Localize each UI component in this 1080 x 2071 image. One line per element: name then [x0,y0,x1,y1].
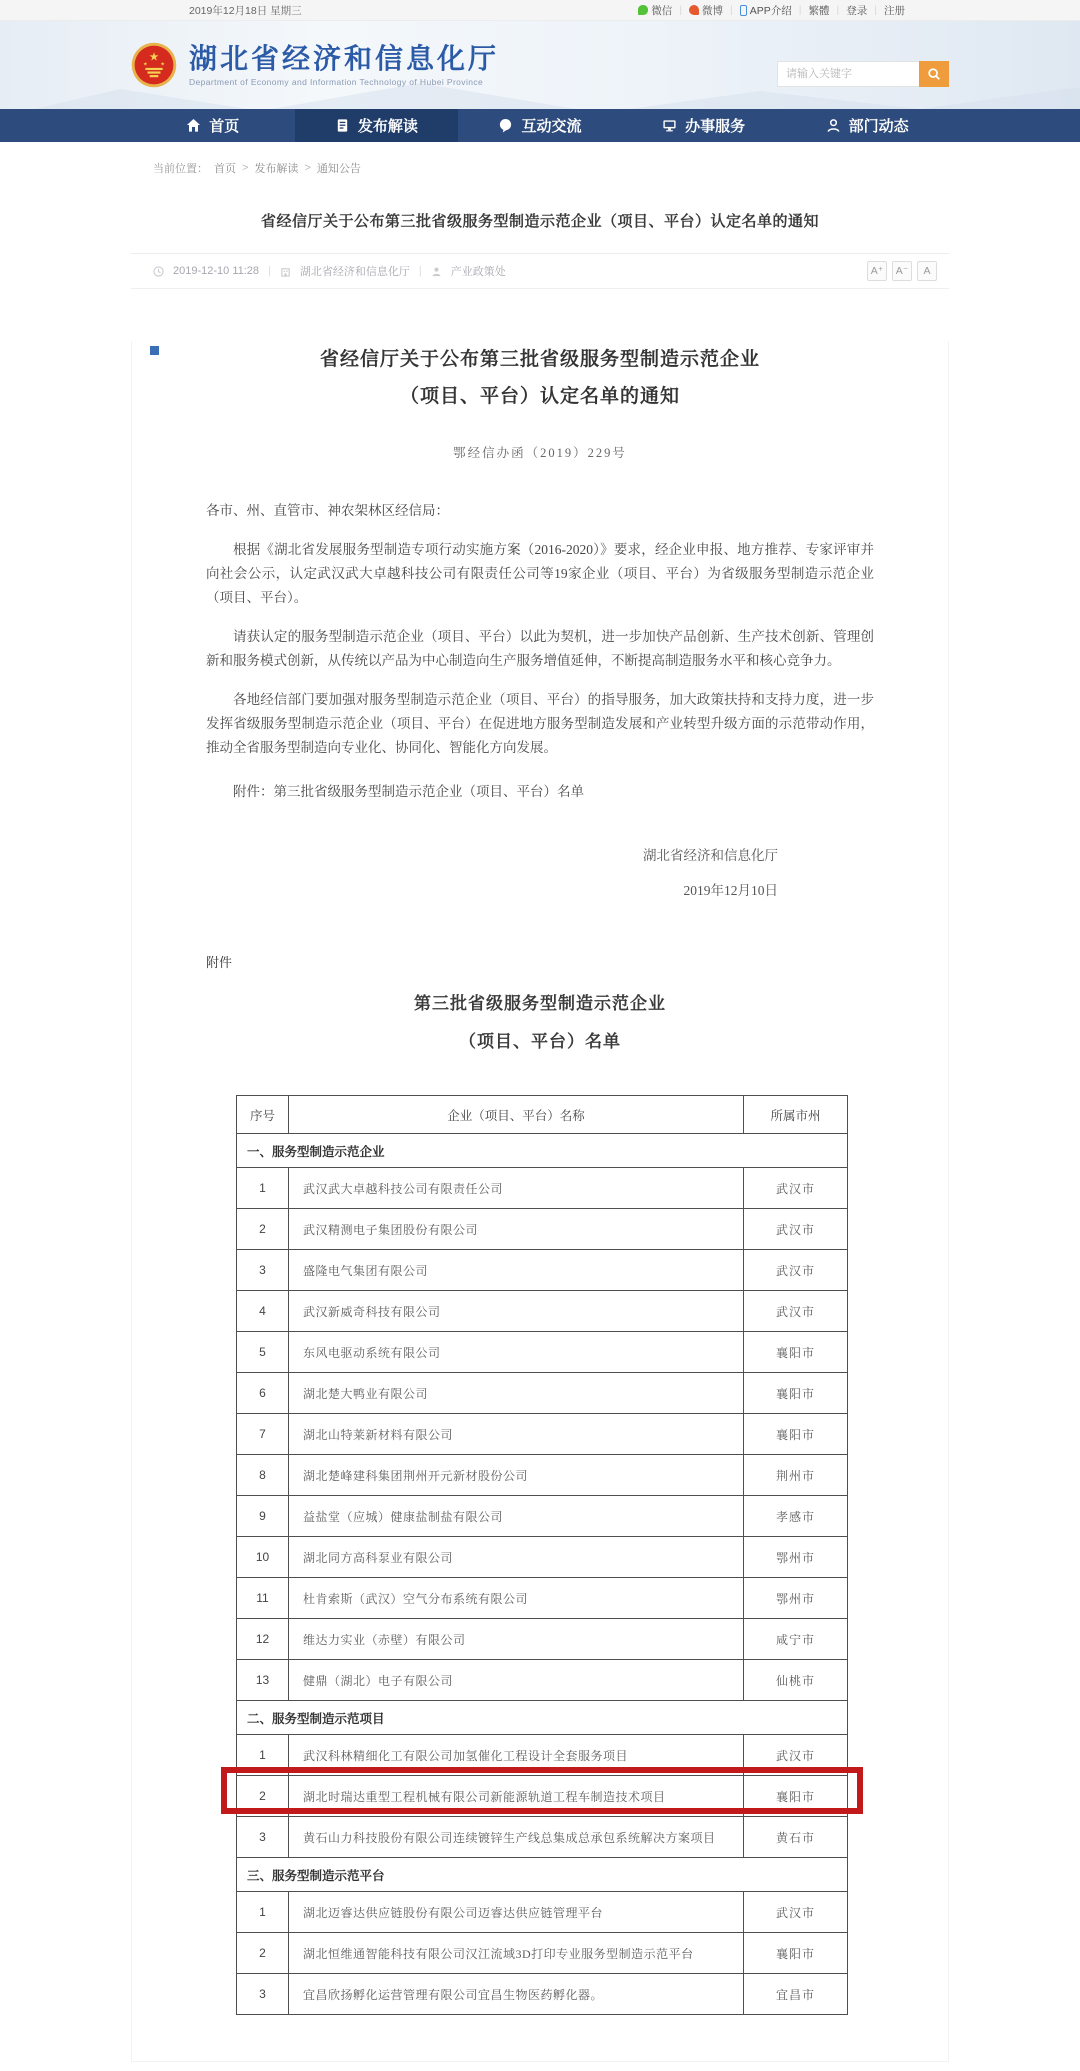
table-section-header: 一、服务型制造示范企业 [237,1134,848,1168]
paragraph: 请获认定的服务型制造示范企业（项目、平台）以此为契机，进一步加快产品创新、生产技术创新、管理创新和服务模式创新，从传统以产品为中心制造向生产服务增值延伸，不断提高制造服务水平和核心竞争力。 [206,629,874,668]
table-row [237,1250,848,1291]
document-title-line2: （项目、平台）认定名单的通知 [399,386,680,407]
cell-city: 武汉市 [744,1291,848,1332]
cell-index: 3 [237,1817,289,1858]
cell-company-name: 湖北迈睿达供应链股份有限公司迈睿达供应链管理平台 [289,1892,744,1933]
cell-city: 鄂州市 [744,1578,848,1619]
nav-item-interaction[interactable]: 互动交流 [458,109,622,142]
cell-company-name: 武汉新威奇科技有限公司 [289,1291,744,1332]
separator: | [874,4,877,16]
cell-city: 武汉市 [744,1735,848,1776]
breadcrumb-notices[interactable]: 通知公告 [316,163,361,175]
table-row [237,1496,848,1537]
wechat-icon [638,5,648,15]
main-nav [0,109,1080,142]
column-header-city: 所属市州 [744,1096,848,1134]
cell-company-name: 盛隆电气集团有限公司 [289,1250,744,1291]
cell-city: 仙桃市 [744,1660,848,1701]
national-emblem-logo [131,42,177,88]
cell-index: 2 [237,1776,289,1817]
register-link[interactable]: 注册 [884,4,905,17]
mobile-app-icon [740,5,747,16]
cell-company-name: 湖北时瑞达重型工程机械有限公司新能源轨道工程车制造技术项目 [289,1776,744,1817]
cell-city: 鄂州市 [744,1537,848,1578]
table-row [237,1974,848,2015]
weibo-icon [689,5,699,15]
breadcrumb [131,142,949,176]
attachment-title-line1: 第三批省级服务型制造示范企业 [414,994,666,1013]
nav-item-department-news[interactable]: 部门动态 [785,109,949,142]
current-date: 2019年12月18日 星期三 [189,4,302,17]
table-row [237,1619,848,1660]
table-row [237,1933,848,1974]
article-content-card [131,341,949,2062]
cell-index: 1 [237,1168,289,1209]
cell-index: 1 [237,1892,289,1933]
table-row [237,1373,848,1414]
cell-city: 武汉市 [744,1250,848,1291]
weibo-link[interactable]: 微博 [689,3,723,18]
clock-icon [153,266,164,277]
roster-table [236,1095,848,2015]
home-icon [186,118,201,133]
cell-company-name: 湖北楚峰建科集团荆州开元新材股份公司 [289,1455,744,1496]
top-utility-bar [0,0,1080,21]
attachment-label: 附件 [206,955,233,970]
page-title: 省经信厅关于公布第三批省级服务型制造示范企业（项目、平台）认定名单的通知 [260,213,819,230]
search-box [777,61,949,87]
cell-city: 武汉市 [744,1892,848,1933]
cell-city: 荆州市 [744,1455,848,1496]
cell-index: 12 [237,1619,289,1660]
search-icon [927,67,941,81]
table-row [237,1735,848,1776]
cell-city: 襄阳市 [744,1776,848,1817]
cell-company-name: 湖北恒维通智能科技有限公司汉江流域3D打印专业服务型制造示范平台 [289,1933,744,1974]
publish-datetime: 2019-12-10 11:28 [173,265,260,277]
paragraph: 各地经信部门要加强对服务型制造示范企业（项目、平台）的指导服务，加大政策扶持和支持力度，进一步发挥省级服务型制造示范企业（项目、平台）在促进地方服务型制造发展和产业转型升级方面的示范带动作用，推动全省服务型制造向专业化、协同化、智能化方向发展。 [206,692,874,755]
person-badge-icon [826,118,841,133]
cell-index: 7 [237,1414,289,1455]
search-input[interactable] [777,61,919,87]
table-row [237,1660,848,1701]
breadcrumb-publish[interactable]: 发布解读 [254,163,299,175]
breadcrumb-separator: > [242,162,249,174]
cell-index: 11 [237,1578,289,1619]
cell-city: 襄阳市 [744,1933,848,1974]
table-row [237,1817,848,1858]
table-row [237,1414,848,1455]
cell-index: 9 [237,1496,289,1537]
table-section-header: 三、服务型制造示范平台 [237,1858,848,1892]
cell-company-name: 益盐堂（应城）健康盐制盐有限公司 [289,1496,744,1537]
nav-item-publish-interpret[interactable]: 发布解读 [295,109,459,142]
cell-company-name: 黄石山力科技股份有限公司连续镀锌生产线总集成总承包系统解决方案项目 [289,1817,744,1858]
svg-text:★: ★ [143,61,148,68]
svg-text:★: ★ [160,61,165,68]
cell-city: 襄阳市 [744,1332,848,1373]
cell-index: 13 [237,1660,289,1701]
traditional-chinese-link[interactable]: 繁體 [808,4,830,17]
cell-company-name: 健鼎（湖北）电子有限公司 [289,1660,744,1701]
signature-block [206,838,874,908]
nav-item-services[interactable]: 办事服务 [622,109,786,142]
cell-company-name: 武汉武大卓越科技公司有限责任公司 [289,1168,744,1209]
cell-index: 6 [237,1373,289,1414]
table-section-header: 二、服务型制造示范项目 [237,1701,848,1735]
document-icon [335,118,350,133]
search-button[interactable] [919,61,949,87]
separator: | [679,4,683,16]
site-subtitle-en: Department of Economy and Information Technology of Hubei Province [189,76,484,87]
cell-index: 3 [237,1250,289,1291]
cell-index: 5 [237,1332,289,1373]
font-size-controls [867,261,937,281]
cell-city: 黄石市 [744,1817,848,1858]
attachment-note: 附件：第三批省级服务型制造示范企业（项目、平台）名单 [233,784,584,799]
table-row [237,1578,848,1619]
table-row [237,1537,848,1578]
author-person-icon [431,266,442,277]
cell-company-name: 湖北同方高科泵业有限公司 [289,1537,744,1578]
attachment-title-line2: （项目、平台）名单 [459,1032,621,1051]
signature-date: 2019年12月10日 [683,883,778,898]
paragraph: 根据《湖北省发展服务型制造专项行动实施方案（2016-2020）》要求，经企业申报、地方推荐、专家评审并向社会公示，认定武汉武大卓越科技公司有限责任公司等19家企业（项目、平台）为省级服务型制造示范企业（项目、平台）。 [206,542,874,605]
breadcrumb-home[interactable]: 首页 [214,163,236,175]
font-smaller-button[interactable]: A⁻ [892,261,912,281]
cell-city: 宜昌市 [744,1974,848,2015]
table-row [237,1332,848,1373]
cell-index: 2 [237,1933,289,1974]
wechat-link[interactable]: 微信 [638,3,672,18]
app-intro-link[interactable]: APP介绍 [740,3,792,18]
salutation: 各市、州、直管市、神农架林区经信局： [206,503,449,518]
site-header [0,21,1080,109]
roster-table-wrapper [236,1095,848,2015]
font-larger-button[interactable]: A⁺ [867,261,887,281]
signature-agency: 湖北省经济和信息化厅 [643,848,778,863]
cell-index: 10 [237,1537,289,1578]
table-header-row [237,1096,848,1134]
cell-company-name: 湖北楚大鸭业有限公司 [289,1373,744,1414]
source-building-icon [280,266,291,277]
content-corner-marker [150,346,159,355]
cell-city: 咸宁市 [744,1619,848,1660]
cell-city: 襄阳市 [744,1414,848,1455]
table-row [237,1209,848,1250]
cell-index: 2 [237,1209,289,1250]
cell-company-name: 武汉精测电子集团股份有限公司 [289,1209,744,1250]
column-header-no: 序号 [237,1096,289,1134]
separator: | [730,4,733,16]
article-department: 产业政策处 [450,266,506,278]
cell-index: 1 [237,1735,289,1776]
article-body [132,341,948,908]
table-row-highlighted [237,1776,848,1817]
chat-bubble-icon [498,118,513,133]
login-link[interactable]: 登录 [846,4,868,17]
site-identity[interactable] [189,44,499,87]
nav-item-home[interactable]: 首页 [131,109,295,142]
site-title: 湖北省经济和信息化厅 [189,42,500,74]
cell-city: 武汉市 [744,1168,848,1209]
cell-city: 襄阳市 [744,1373,848,1414]
cell-company-name: 东风电驱动系统有限公司 [289,1332,744,1373]
cell-company-name: 武汉科林精细化工有限公司加氢催化工程设计全套服务项目 [289,1735,744,1776]
font-default-button[interactable]: A [917,261,937,281]
document-title-line1: 省经信厅关于公布第三批省级服务型制造示范企业 [319,349,760,370]
article-source: 湖北省经济和信息化厅 [299,266,410,278]
cell-city: 孝感市 [744,1496,848,1537]
table-row [237,1455,848,1496]
breadcrumb-separator: > [304,162,311,174]
table-row [237,1892,848,1933]
table-row [237,1291,848,1332]
separator: | [798,4,802,16]
cell-city: 武汉市 [744,1209,848,1250]
cell-company-name: 湖北山特莱新材料有限公司 [289,1414,744,1455]
separator: | [836,4,840,16]
cell-company-name: 宜昌欣扬孵化运营管理有限公司宜昌生物医药孵化器。 [289,1974,744,2015]
breadcrumb-label: 当前位置： [153,163,208,175]
separator: | [418,265,422,277]
cell-index: 4 [237,1291,289,1332]
table-row [237,1168,848,1209]
column-header-name: 企业（项目、平台）名称 [289,1096,744,1134]
separator: | [268,265,271,277]
article-meta-bar [131,253,949,289]
document-number: 鄂经信办函（2019）229号 [453,446,627,460]
monitor-icon [662,118,677,133]
cell-index: 8 [237,1455,289,1496]
cell-index: 3 [237,1974,289,2015]
cell-company-name: 杜肯索斯（武汉）空气分布系统有限公司 [289,1578,744,1619]
svg-text:★: ★ [148,51,160,64]
cell-company-name: 维达力实业（赤壁）有限公司 [289,1619,744,1660]
